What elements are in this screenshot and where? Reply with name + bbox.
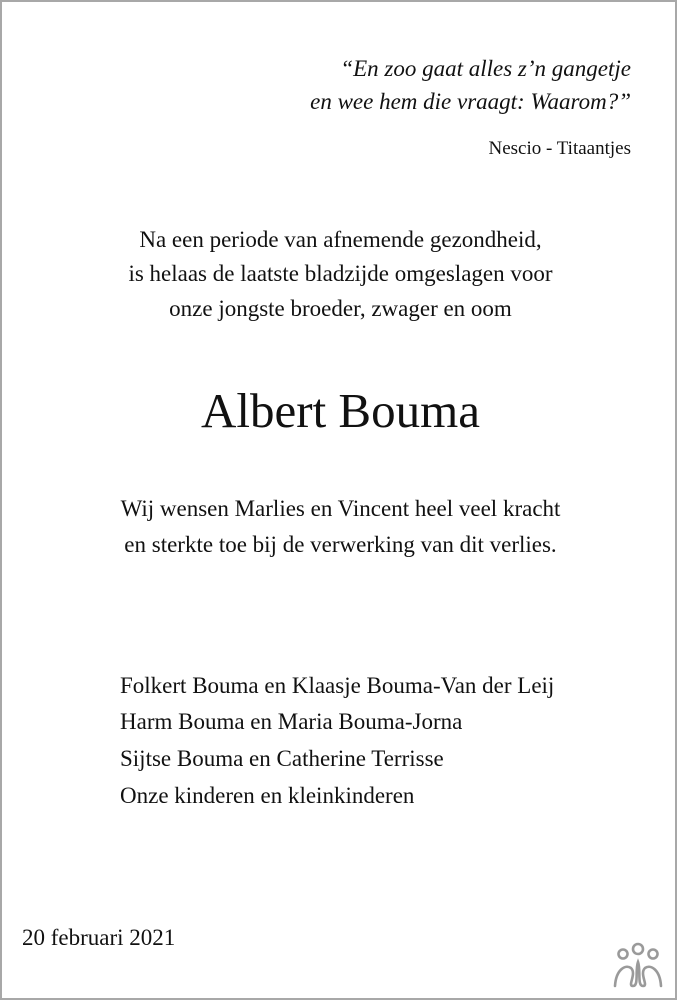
people-group-icon xyxy=(613,942,663,988)
intro-line-3: onze jongste broeder, zwager en oom xyxy=(169,296,512,321)
notice-date: 20 februari 2021 xyxy=(22,925,176,950)
intro-line-1: Na een periode van afnemende gezondheid, xyxy=(139,227,542,252)
family-member: Onze kinderen en kleinkinderen xyxy=(120,783,415,808)
family-member: Folkert Bouma en Klaasje Bouma-Van der Leij xyxy=(120,673,555,698)
intro-line-2: is helaas de laatste bladzijde omgeslagen voor xyxy=(128,261,553,286)
quote-line-1: “En zoo gaat alles z’n gangetje xyxy=(340,56,631,81)
family-member: Harm Bouma en Maria Bouma-Jorna xyxy=(120,709,463,734)
quote-attribution: Nescio - Titaantjes xyxy=(488,138,631,159)
family-member: Sijtse Bouma en Catherine Terrisse xyxy=(120,746,444,771)
deceased-name: Albert Bouma xyxy=(201,383,480,438)
wish-line-2: en sterkte toe bij de verwerking van dit verlies. xyxy=(124,532,557,557)
quote-line-2: en wee hem die vraagt: Waarom?” xyxy=(310,89,631,114)
wish-line-1: Wij wensen Marlies en Vincent heel veel kracht xyxy=(120,496,561,521)
